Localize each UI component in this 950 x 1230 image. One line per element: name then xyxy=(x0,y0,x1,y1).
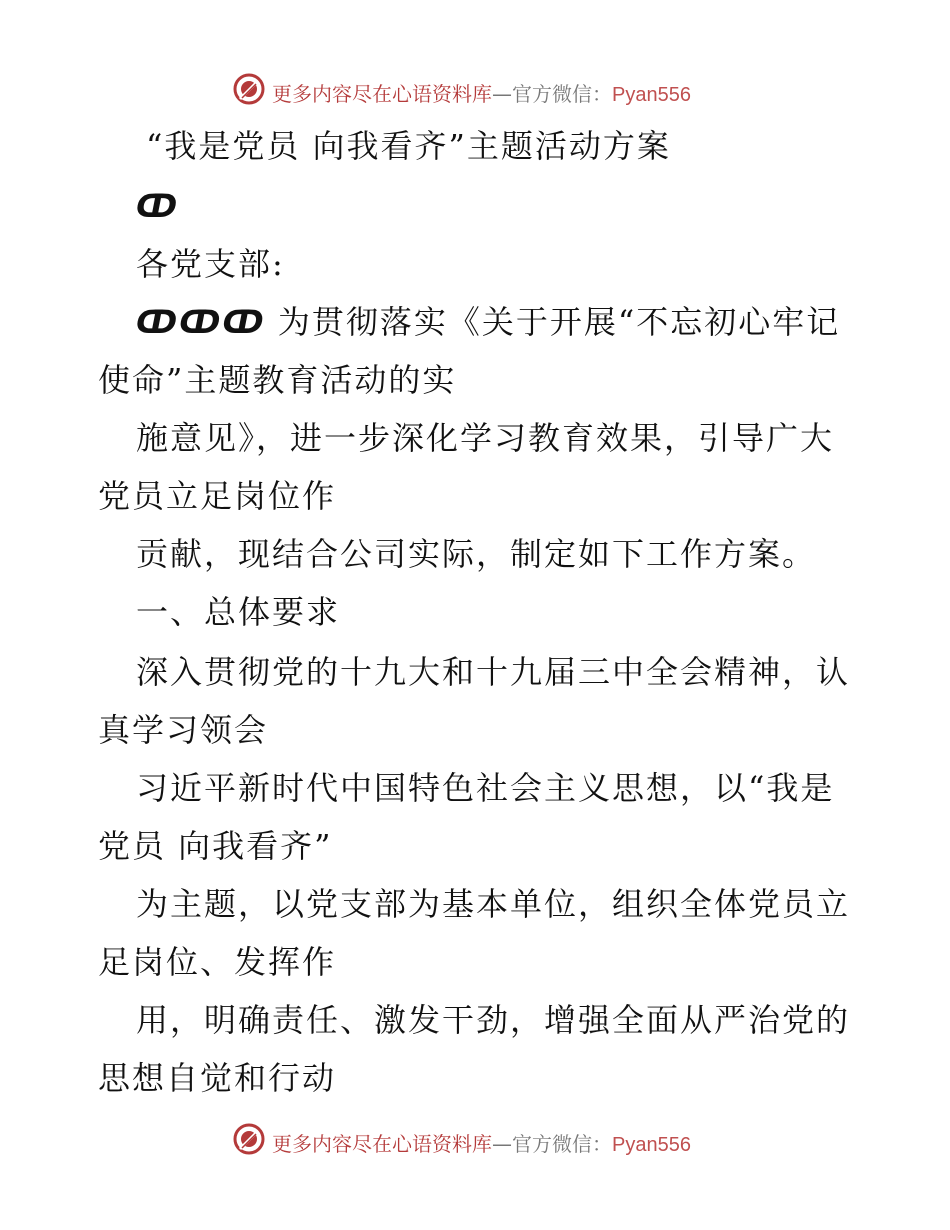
page-title: “我是党员 向我看齐”主题活动方案 xyxy=(146,127,671,165)
paragraph-line: 为主题，以党支部为基本单位，组织全体党员立 xyxy=(136,885,851,923)
paragraph-text: 为贯彻落实《关于开展“不忘初心牢记 xyxy=(265,303,841,341)
watermark-sep: —官方微信： xyxy=(492,82,612,106)
section-heading: 一、总体要求 xyxy=(136,593,341,631)
watermark-id: Pyan556 xyxy=(612,1134,691,1156)
logo-icon xyxy=(232,1122,266,1156)
ornament-glyph: ↀ xyxy=(136,187,180,225)
paragraph-line: 真学习领会 xyxy=(98,711,269,749)
paragraph-line: 习近平新时代中国特色社会主义思想，以“我是 xyxy=(136,769,835,807)
paragraph-line: 党员立足岗位作 xyxy=(98,477,337,515)
paragraph-line: 使命”主题教育活动的实 xyxy=(98,361,457,399)
watermark-text xyxy=(272,1128,691,1157)
footer-watermark xyxy=(0,1120,950,1160)
paragraph-line: 深入贯彻党的十九大和十九届三中全会精神，认 xyxy=(136,653,851,691)
watermark-sep: —官方微信： xyxy=(492,1132,612,1156)
paragraph-line: 贡献，现结合公司实际，制定如下工作方案。 xyxy=(136,535,817,573)
paragraph-line: 党员 向我看齐” xyxy=(98,827,333,865)
salutation: 各党支部: xyxy=(136,245,285,283)
paragraph-line: 用，明确责任、激发干劲，增强全面从严治党的 xyxy=(136,1001,851,1039)
logo-icon xyxy=(232,72,266,106)
paragraph-line: 施意见》，进一步深化学习教育效果，引导广大 xyxy=(136,419,835,457)
paragraph-line: 思想自觉和行动 xyxy=(98,1059,337,1097)
header-watermark xyxy=(0,70,950,110)
watermark-main: 更多内容尽在心语资料库 xyxy=(272,1132,492,1156)
watermark-text xyxy=(272,78,691,107)
ornament-glyphs: ↀↀↀ xyxy=(136,303,266,341)
paragraph-line xyxy=(136,302,840,342)
paragraph-line: 足岗位、发挥作 xyxy=(98,943,337,981)
watermark-main: 更多内容尽在心语资料库 xyxy=(272,82,492,106)
watermark-id: Pyan556 xyxy=(612,84,691,106)
